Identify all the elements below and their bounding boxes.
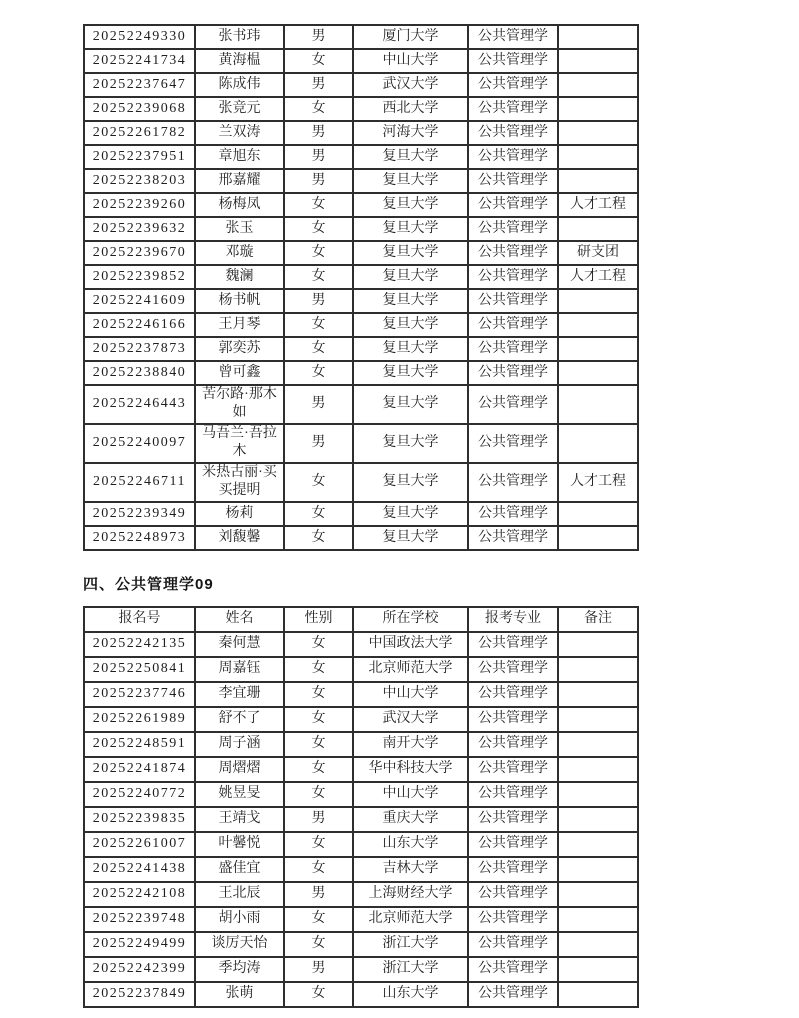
cell-school: 复旦大学 bbox=[353, 313, 468, 337]
cell-note bbox=[558, 832, 638, 857]
table-row bbox=[84, 707, 638, 732]
cell-name: 周熠熠 bbox=[195, 757, 284, 782]
cell-gender: 女 bbox=[284, 49, 353, 73]
cell-reg: 20252239835 bbox=[84, 807, 195, 832]
cell-school: 复旦大学 bbox=[353, 463, 468, 502]
cell-reg: 20252242108 bbox=[84, 882, 195, 907]
roster-table-09-head bbox=[84, 607, 638, 632]
cell-major: 公共管理学 bbox=[468, 49, 558, 73]
table-row bbox=[84, 982, 638, 1007]
cell-reg: 20252237951 bbox=[84, 145, 195, 169]
cell-reg: 20252237746 bbox=[84, 682, 195, 707]
cell-note bbox=[558, 732, 638, 757]
cell-gender: 女 bbox=[284, 502, 353, 526]
cell-school: 复旦大学 bbox=[353, 385, 468, 424]
cell-name: 苦尔路·那木如 bbox=[195, 385, 284, 424]
cell-note bbox=[558, 337, 638, 361]
table-row bbox=[84, 193, 638, 217]
cell-gender: 女 bbox=[284, 632, 353, 657]
cell-major: 公共管理学 bbox=[468, 526, 558, 550]
table-row bbox=[84, 682, 638, 707]
cell-gender: 女 bbox=[284, 337, 353, 361]
cell-note bbox=[558, 807, 638, 832]
cell-note bbox=[558, 932, 638, 957]
cell-name: 邓璇 bbox=[195, 241, 284, 265]
cell-school: 复旦大学 bbox=[353, 289, 468, 313]
cell-major: 公共管理学 bbox=[468, 385, 558, 424]
cell-note bbox=[558, 289, 638, 313]
cell-reg: 20252237849 bbox=[84, 982, 195, 1007]
cell-school: 上海财经大学 bbox=[353, 882, 468, 907]
table-row bbox=[84, 782, 638, 807]
cell-reg: 20252249330 bbox=[84, 25, 195, 49]
cell-major: 公共管理学 bbox=[468, 121, 558, 145]
table-row bbox=[84, 121, 638, 145]
cell-major: 公共管理学 bbox=[468, 313, 558, 337]
table-row bbox=[84, 145, 638, 169]
cell-note bbox=[558, 313, 638, 337]
cell-name: 谈厉天怡 bbox=[195, 932, 284, 957]
cell-reg: 20252240097 bbox=[84, 424, 195, 463]
cell-reg: 20252238840 bbox=[84, 361, 195, 385]
table-row bbox=[84, 73, 638, 97]
cell-major: 公共管理学 bbox=[468, 241, 558, 265]
table-row bbox=[84, 217, 638, 241]
cell-school: 复旦大学 bbox=[353, 526, 468, 550]
roster-table-continued bbox=[83, 24, 639, 551]
cell-major: 公共管理学 bbox=[468, 193, 558, 217]
cell-reg: 20252239670 bbox=[84, 241, 195, 265]
cell-major: 公共管理学 bbox=[468, 782, 558, 807]
page-content bbox=[83, 24, 637, 1008]
cell-note bbox=[558, 657, 638, 682]
cell-reg: 20252241734 bbox=[84, 49, 195, 73]
cell-school: 复旦大学 bbox=[353, 265, 468, 289]
cell-reg: 20252239852 bbox=[84, 265, 195, 289]
cell-note bbox=[558, 49, 638, 73]
cell-school: 南开大学 bbox=[353, 732, 468, 757]
cell-gender: 男 bbox=[284, 882, 353, 907]
cell-reg: 20252241438 bbox=[84, 857, 195, 882]
cell-gender: 女 bbox=[284, 857, 353, 882]
roster-table-09-body bbox=[84, 632, 638, 1007]
cell-reg: 20252239748 bbox=[84, 907, 195, 932]
cell-school: 复旦大学 bbox=[353, 217, 468, 241]
table-row bbox=[84, 463, 638, 502]
cell-major: 公共管理学 bbox=[468, 657, 558, 682]
cell-reg: 20252246711 bbox=[84, 463, 195, 502]
cell-gender: 男 bbox=[284, 73, 353, 97]
cell-gender: 男 bbox=[284, 169, 353, 193]
cell-major: 公共管理学 bbox=[468, 424, 558, 463]
table-header-row bbox=[84, 607, 638, 632]
table-row bbox=[84, 289, 638, 313]
cell-school: 中国政法大学 bbox=[353, 632, 468, 657]
cell-school: 武汉大学 bbox=[353, 73, 468, 97]
header-cell-note: 备注 bbox=[558, 607, 638, 632]
cell-gender: 女 bbox=[284, 193, 353, 217]
table-row bbox=[84, 337, 638, 361]
cell-major: 公共管理学 bbox=[468, 957, 558, 982]
cell-gender: 女 bbox=[284, 526, 353, 550]
cell-school: 厦门大学 bbox=[353, 25, 468, 49]
cell-name: 王靖戈 bbox=[195, 807, 284, 832]
cell-note bbox=[558, 526, 638, 550]
cell-major: 公共管理学 bbox=[468, 73, 558, 97]
cell-gender: 女 bbox=[284, 782, 353, 807]
cell-major: 公共管理学 bbox=[468, 882, 558, 907]
cell-school: 复旦大学 bbox=[353, 241, 468, 265]
table-row bbox=[84, 385, 638, 424]
cell-reg: 20252242135 bbox=[84, 632, 195, 657]
cell-note bbox=[558, 757, 638, 782]
table-row bbox=[84, 526, 638, 550]
cell-major: 公共管理学 bbox=[468, 682, 558, 707]
table-row bbox=[84, 49, 638, 73]
cell-reg: 20252242399 bbox=[84, 957, 195, 982]
cell-name: 杨莉 bbox=[195, 502, 284, 526]
table-row bbox=[84, 732, 638, 757]
header-cell-reg: 报名号 bbox=[84, 607, 195, 632]
cell-gender: 女 bbox=[284, 313, 353, 337]
cell-gender: 女 bbox=[284, 97, 353, 121]
cell-name: 魏澜 bbox=[195, 265, 284, 289]
cell-reg: 20252239632 bbox=[84, 217, 195, 241]
section-heading: 四、公共管理学09 bbox=[83, 575, 214, 593]
roster-table-09 bbox=[83, 606, 639, 1008]
table-row bbox=[84, 241, 638, 265]
cell-reg: 20252239349 bbox=[84, 502, 195, 526]
cell-reg: 20252261782 bbox=[84, 121, 195, 145]
cell-gender: 女 bbox=[284, 217, 353, 241]
table-row bbox=[84, 361, 638, 385]
cell-note bbox=[558, 957, 638, 982]
cell-gender: 女 bbox=[284, 907, 353, 932]
cell-major: 公共管理学 bbox=[468, 361, 558, 385]
cell-gender: 男 bbox=[284, 121, 353, 145]
cell-school: 北京师范大学 bbox=[353, 907, 468, 932]
cell-gender: 女 bbox=[284, 832, 353, 857]
cell-name: 邢嘉耀 bbox=[195, 169, 284, 193]
table-row bbox=[84, 313, 638, 337]
cell-school: 浙江大学 bbox=[353, 957, 468, 982]
cell-school: 中山大学 bbox=[353, 782, 468, 807]
cell-reg: 20252250841 bbox=[84, 657, 195, 682]
cell-note bbox=[558, 782, 638, 807]
table-row bbox=[84, 97, 638, 121]
cell-note: 人才工程 bbox=[558, 193, 638, 217]
cell-note bbox=[558, 632, 638, 657]
cell-note bbox=[558, 385, 638, 424]
cell-school: 浙江大学 bbox=[353, 932, 468, 957]
cell-major: 公共管理学 bbox=[468, 502, 558, 526]
cell-major: 公共管理学 bbox=[468, 857, 558, 882]
cell-school: 北京师范大学 bbox=[353, 657, 468, 682]
cell-name: 姚昱旻 bbox=[195, 782, 284, 807]
cell-major: 公共管理学 bbox=[468, 289, 558, 313]
cell-gender: 男 bbox=[284, 385, 353, 424]
cell-note bbox=[558, 882, 638, 907]
cell-major: 公共管理学 bbox=[468, 463, 558, 502]
cell-gender: 男 bbox=[284, 289, 353, 313]
cell-gender: 女 bbox=[284, 707, 353, 732]
cell-reg: 20252248973 bbox=[84, 526, 195, 550]
cell-name: 王月琴 bbox=[195, 313, 284, 337]
cell-reg: 20252237873 bbox=[84, 337, 195, 361]
cell-school: 山东大学 bbox=[353, 832, 468, 857]
cell-major: 公共管理学 bbox=[468, 732, 558, 757]
cell-name: 盛佳宜 bbox=[195, 857, 284, 882]
cell-reg: 20252240772 bbox=[84, 782, 195, 807]
table-row bbox=[84, 632, 638, 657]
cell-school: 复旦大学 bbox=[353, 145, 468, 169]
table-row bbox=[84, 757, 638, 782]
cell-name: 陈成伟 bbox=[195, 73, 284, 97]
header-cell-name: 姓名 bbox=[195, 607, 284, 632]
cell-note bbox=[558, 424, 638, 463]
cell-major: 公共管理学 bbox=[468, 25, 558, 49]
cell-note bbox=[558, 707, 638, 732]
cell-reg: 20252261007 bbox=[84, 832, 195, 857]
cell-reg: 20252238203 bbox=[84, 169, 195, 193]
cell-school: 复旦大学 bbox=[353, 337, 468, 361]
cell-gender: 男 bbox=[284, 424, 353, 463]
table-row bbox=[84, 882, 638, 907]
cell-school: 武汉大学 bbox=[353, 707, 468, 732]
cell-gender: 女 bbox=[284, 657, 353, 682]
cell-note bbox=[558, 97, 638, 121]
cell-major: 公共管理学 bbox=[468, 632, 558, 657]
cell-major: 公共管理学 bbox=[468, 832, 558, 857]
cell-reg: 20252237647 bbox=[84, 73, 195, 97]
cell-name: 叶馨悦 bbox=[195, 832, 284, 857]
cell-note: 人才工程 bbox=[558, 463, 638, 502]
cell-note bbox=[558, 857, 638, 882]
cell-gender: 女 bbox=[284, 682, 353, 707]
cell-school: 复旦大学 bbox=[353, 193, 468, 217]
cell-note bbox=[558, 169, 638, 193]
cell-gender: 男 bbox=[284, 957, 353, 982]
cell-note bbox=[558, 121, 638, 145]
cell-school: 复旦大学 bbox=[353, 361, 468, 385]
cell-reg: 20252248591 bbox=[84, 732, 195, 757]
table-row bbox=[84, 932, 638, 957]
cell-name: 秦何慧 bbox=[195, 632, 284, 657]
cell-name: 马吾兰·吾拉木 bbox=[195, 424, 284, 463]
cell-school: 复旦大学 bbox=[353, 502, 468, 526]
cell-note bbox=[558, 502, 638, 526]
cell-school: 中山大学 bbox=[353, 682, 468, 707]
cell-reg: 20252249499 bbox=[84, 932, 195, 957]
cell-school: 中山大学 bbox=[353, 49, 468, 73]
cell-school: 复旦大学 bbox=[353, 169, 468, 193]
cell-name: 杨梅凤 bbox=[195, 193, 284, 217]
cell-name: 周子涵 bbox=[195, 732, 284, 757]
cell-school: 西北大学 bbox=[353, 97, 468, 121]
cell-name: 曾可鑫 bbox=[195, 361, 284, 385]
cell-name: 张书玮 bbox=[195, 25, 284, 49]
cell-gender: 女 bbox=[284, 265, 353, 289]
cell-reg: 20252241609 bbox=[84, 289, 195, 313]
cell-reg: 20252241874 bbox=[84, 757, 195, 782]
roster-table-continued-body bbox=[84, 25, 638, 550]
cell-major: 公共管理学 bbox=[468, 217, 558, 241]
cell-major: 公共管理学 bbox=[468, 757, 558, 782]
table-row bbox=[84, 957, 638, 982]
cell-reg: 20252246166 bbox=[84, 313, 195, 337]
cell-school: 复旦大学 bbox=[353, 424, 468, 463]
table-row bbox=[84, 907, 638, 932]
cell-name: 黄海榅 bbox=[195, 49, 284, 73]
table-row bbox=[84, 807, 638, 832]
cell-reg: 20252261989 bbox=[84, 707, 195, 732]
cell-name: 米热古丽·买买提明 bbox=[195, 463, 284, 502]
cell-gender: 女 bbox=[284, 982, 353, 1007]
cell-name: 王北辰 bbox=[195, 882, 284, 907]
cell-major: 公共管理学 bbox=[468, 807, 558, 832]
cell-note bbox=[558, 682, 638, 707]
cell-major: 公共管理学 bbox=[468, 907, 558, 932]
cell-reg: 20252239260 bbox=[84, 193, 195, 217]
table-row bbox=[84, 502, 638, 526]
table-row bbox=[84, 657, 638, 682]
table-row bbox=[84, 857, 638, 882]
cell-major: 公共管理学 bbox=[468, 337, 558, 361]
cell-major: 公共管理学 bbox=[468, 982, 558, 1007]
cell-reg: 20252239068 bbox=[84, 97, 195, 121]
cell-note: 研支团 bbox=[558, 241, 638, 265]
cell-major: 公共管理学 bbox=[468, 707, 558, 732]
table-row bbox=[84, 265, 638, 289]
cell-gender: 男 bbox=[284, 25, 353, 49]
cell-school: 吉林大学 bbox=[353, 857, 468, 882]
cell-school: 华中科技大学 bbox=[353, 757, 468, 782]
cell-note bbox=[558, 361, 638, 385]
cell-major: 公共管理学 bbox=[468, 265, 558, 289]
table-row bbox=[84, 169, 638, 193]
table-row bbox=[84, 832, 638, 857]
cell-note bbox=[558, 73, 638, 97]
table-row bbox=[84, 25, 638, 49]
cell-name: 张玉 bbox=[195, 217, 284, 241]
cell-note bbox=[558, 217, 638, 241]
cell-school: 重庆大学 bbox=[353, 807, 468, 832]
cell-name: 张竞元 bbox=[195, 97, 284, 121]
cell-note bbox=[558, 145, 638, 169]
cell-name: 胡小雨 bbox=[195, 907, 284, 932]
cell-name: 张萌 bbox=[195, 982, 284, 1007]
cell-gender: 男 bbox=[284, 145, 353, 169]
cell-gender: 女 bbox=[284, 732, 353, 757]
cell-major: 公共管理学 bbox=[468, 169, 558, 193]
cell-name: 郭奕苏 bbox=[195, 337, 284, 361]
cell-note bbox=[558, 907, 638, 932]
cell-note bbox=[558, 982, 638, 1007]
cell-major: 公共管理学 bbox=[468, 97, 558, 121]
header-cell-school: 所在学校 bbox=[353, 607, 468, 632]
cell-major: 公共管理学 bbox=[468, 932, 558, 957]
cell-name: 季均涛 bbox=[195, 957, 284, 982]
cell-gender: 女 bbox=[284, 932, 353, 957]
cell-name: 兰双涛 bbox=[195, 121, 284, 145]
cell-name: 舒不了 bbox=[195, 707, 284, 732]
cell-school: 河海大学 bbox=[353, 121, 468, 145]
cell-gender: 女 bbox=[284, 361, 353, 385]
header-cell-gender: 性别 bbox=[284, 607, 353, 632]
cell-name: 章旭东 bbox=[195, 145, 284, 169]
cell-name: 杨书帆 bbox=[195, 289, 284, 313]
cell-note: 人才工程 bbox=[558, 265, 638, 289]
cell-gender: 女 bbox=[284, 463, 353, 502]
table-row bbox=[84, 424, 638, 463]
cell-name: 刘馥馨 bbox=[195, 526, 284, 550]
cell-gender: 女 bbox=[284, 757, 353, 782]
header-cell-major: 报考专业 bbox=[468, 607, 558, 632]
cell-gender: 女 bbox=[284, 241, 353, 265]
cell-school: 山东大学 bbox=[353, 982, 468, 1007]
cell-note bbox=[558, 25, 638, 49]
cell-name: 周嘉钰 bbox=[195, 657, 284, 682]
cell-major: 公共管理学 bbox=[468, 145, 558, 169]
cell-name: 李宜珊 bbox=[195, 682, 284, 707]
cell-reg: 20252246443 bbox=[84, 385, 195, 424]
cell-gender: 男 bbox=[284, 807, 353, 832]
